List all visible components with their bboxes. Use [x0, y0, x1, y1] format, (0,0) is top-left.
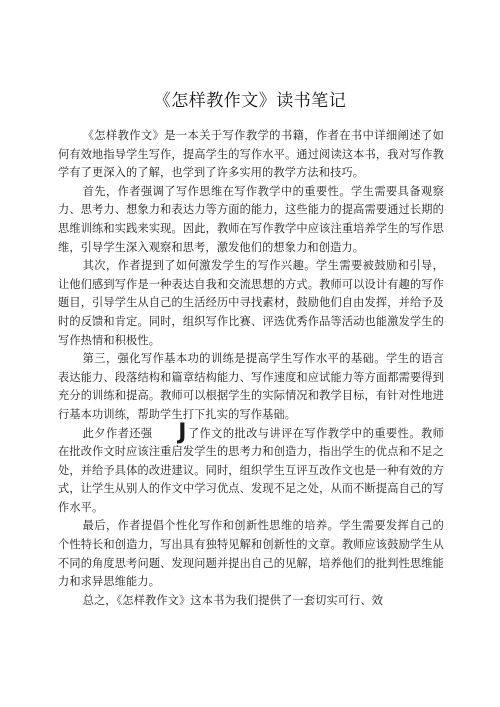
paragraph-correction-rest: 了作文的批改与讲评在写作教学中的重要性。教师在批改作文时应该注重启发学生的思考力和创造力，指出学生的优点和不足之处，并给予具体的改进建议。同时，组织学生互评互改作文也是一种有效的方式，让学生从别人的作文中学习优点、发现不足之处，从而不断提高自己的写作水平。 — [58, 426, 444, 514]
paragraph-creativity: 最后，作者提倡个性化写作和创新性思维的培养。学生需要发挥自己的个性特长和创造力，写出具有独特见解和创新性的文章。教师应该鼓励学生从不同的角度思考问题、发现问题并提出自己的见解，培养他们的批判性思维能力和求异思维能力。 — [58, 519, 444, 589]
paragraph-writing-thinking: 首先，作者强调了写作思维在写作教学中的重要性。学生需要具备观察力、思考力、想象力和表达力等方面的能力，这些能力的提高需要通过长期的思维训练和实践来实现。因此，教师在写作教学中应该注重培养学生的写作思维，引导学生深入观察和思考，激发他们的想象力和创造力。 — [58, 184, 444, 254]
paragraph-correction — [58, 419, 444, 518]
paragraph-conclusion: 总之，《怎样教作文》这本书为我们提供了一套切实可行、效 — [82, 593, 384, 607]
paragraph-intro: 《怎样教作文》是一本关于写作教学的书籍，作者在书中详细阐述了如何有效地指导学生写作，提高学生的写作水平。通过阅读这本书，我对写作教学有了更深入的了解，也学到了许多实用的教学方法和技巧。 — [58, 129, 444, 180]
document-title: 《怎样教作文》读书笔记 — [153, 91, 347, 111]
stray-glyph: J — [178, 419, 187, 445]
document-body — [58, 127, 444, 610]
paragraph-correction-prefix: 此夕 — [82, 426, 106, 440]
paragraph-correction-middle: 作者还强 — [105, 426, 153, 440]
paragraph-basic-skills: 第三，强化写作基本功的训练是提高学生写作水平的基础。学生的语言表达能力、段落结构和篇章结构能力、写作速度和应试能力等方面都需要得到充分的训练和提高。教师可以根据学生的实际情况和教学目标，有针对性地进行基本功训练，帮助学生打下扎实的写作基础。 — [58, 352, 444, 421]
paragraph-writing-interest: 其次，作者提到了如何激发学生的写作兴趣。学生需要被鼓励和引导，让他们感到写作是一种表达自我和交流思想的方式。教师可以设计有趣的写作题目，引导学生从自己的生活经历中寻找素材，鼓励他们自由发挥，并给予及时的反馈和肯定。同时，组织写作比赛、评选优秀作品等活动也能激发学生的写作热情和积极性。 — [58, 259, 444, 347]
